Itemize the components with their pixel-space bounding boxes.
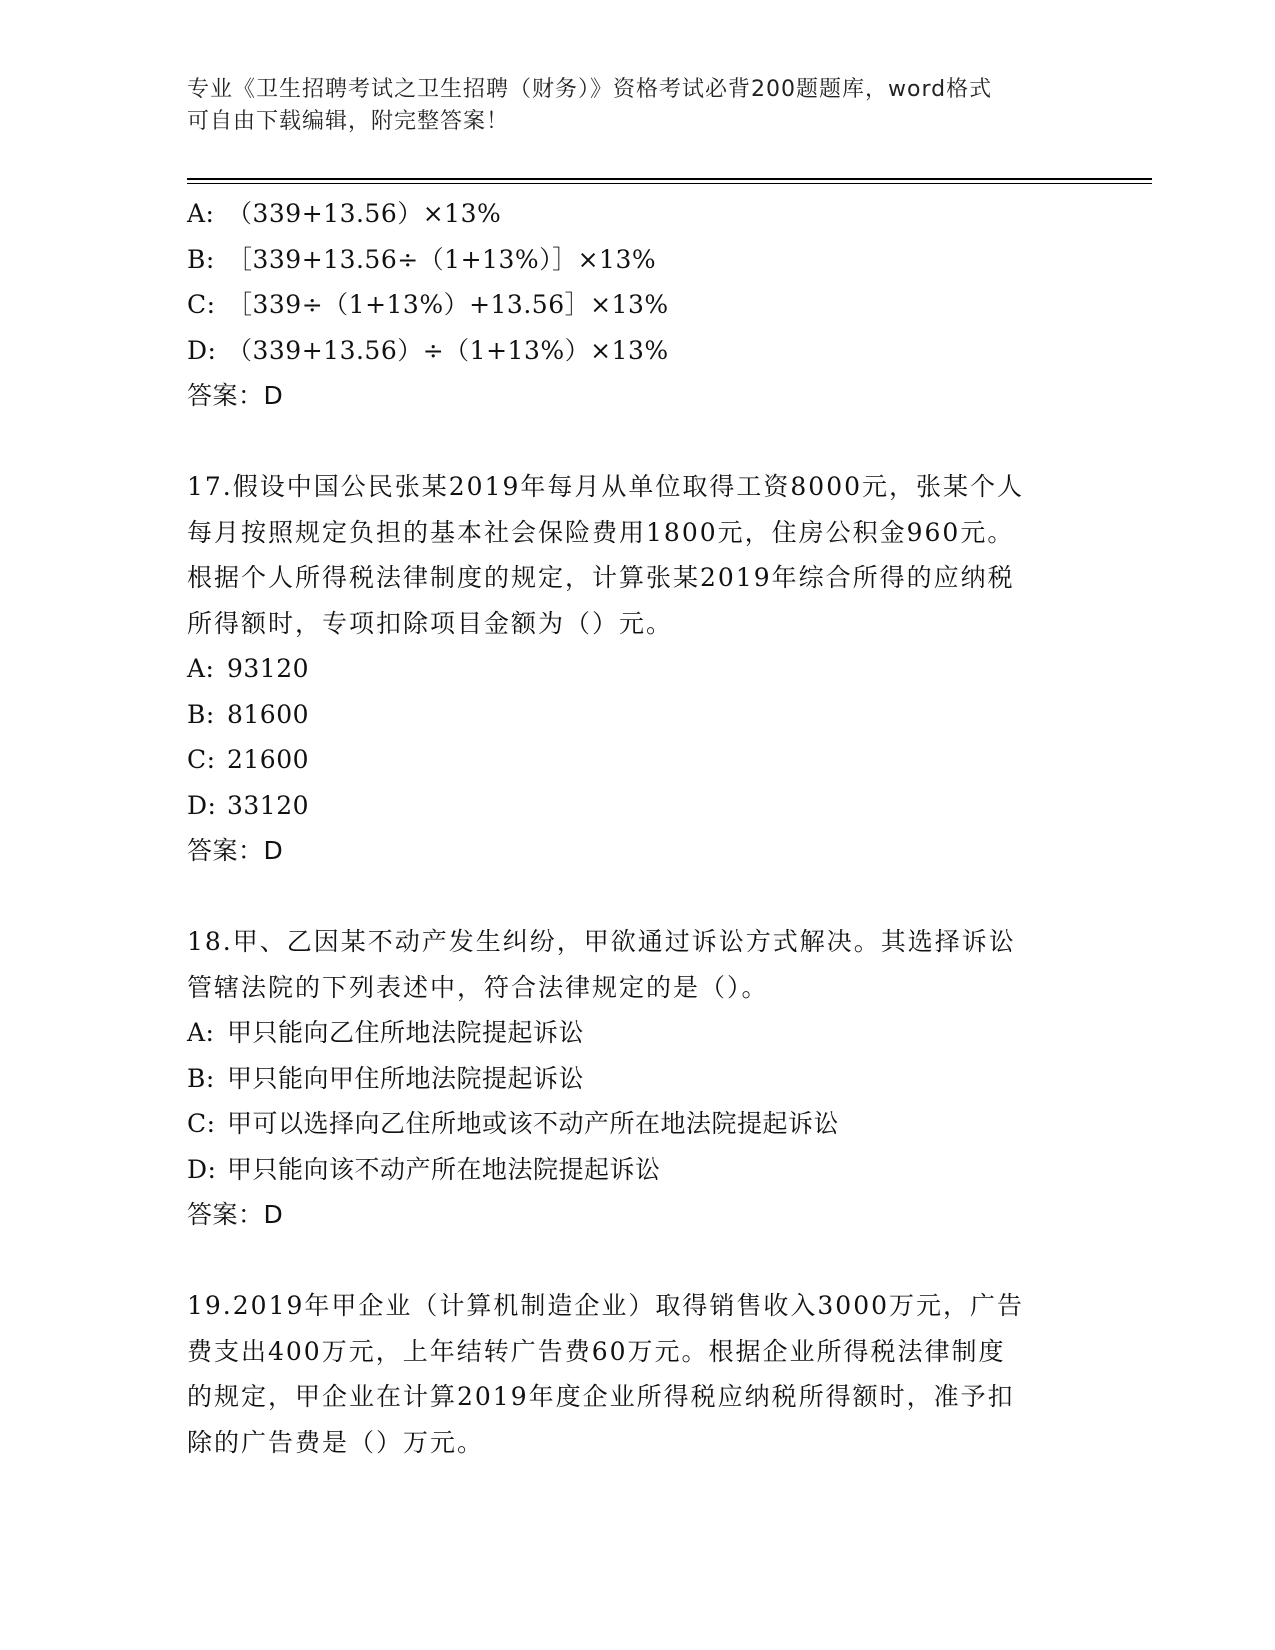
option-c: C: 甲可以选择向乙住所地或该不动产所在地法院提起诉讼 <box>187 1109 840 1138</box>
option-a: A: 93120 <box>187 654 310 683</box>
answer: 答案：D <box>187 836 284 865</box>
option-b: B: 甲只能向甲住所地法院提起诉讼 <box>187 1063 585 1093</box>
option-c: C: 21600 <box>187 745 310 774</box>
question-stem-line: 19.2019年甲企业（计算机制造企业）取得销售收入3000万元，广告 <box>187 1291 1025 1320</box>
option-d: D: （339+13.56）÷（1+13%）×13% <box>187 335 669 365</box>
question-stem-line: 所得额时，专项扣除项目金额为（）元。 <box>187 608 674 638</box>
question-stem-line: 除的广告费是（）万元。 <box>187 1427 485 1457</box>
option-d: D: 甲只能向该不动产所在地法院提起诉讼 <box>187 1154 661 1184</box>
question-stem-line: 17.假设中国公民张某2019年每月从单位取得工资8000元，张某个人 <box>187 472 1025 501</box>
question-stem-line: 18.甲、乙因某不动产发生纠纷，甲欲通过诉讼方式解决。其选择诉讼 <box>187 927 1016 956</box>
document-body <box>187 191 1087 1465</box>
header-line-1: 专业《卫生招聘考试之卫生招聘（财务）》资格考试必背200题题库，word格式 <box>187 77 993 102</box>
answer: 答案：D <box>187 381 284 410</box>
option-a: A: 甲只能向乙住所地法院提起诉讼 <box>187 1018 585 1047</box>
option-c: C: ［339÷（1+13%）+13.56］×13% <box>187 290 669 319</box>
header-line-2: 可自由下载编辑，附完整答案！ <box>187 109 510 134</box>
page-header <box>187 74 1067 138</box>
option-a: A: （339+13.56）×13% <box>187 199 502 228</box>
question-stem-line: 的规定，甲企业在计算2019年度企业所得税应纳税所得额时，准予扣 <box>187 1382 1015 1411</box>
question-17 <box>187 464 1087 874</box>
option-b: B: ［339+13.56÷（1+13%）］×13% <box>187 244 657 274</box>
question-stem-line: 费支出400万元，上年结转广告费60万元。根据企业所得税法律制度 <box>187 1336 1006 1366</box>
header-rule-thick <box>187 178 1152 180</box>
option-b: B: 81600 <box>187 699 310 729</box>
question-19 <box>187 1283 1087 1465</box>
question-stem-line: 根据个人所得税法律制度的规定，计算张某2019年综合所得的应纳税 <box>187 563 1015 592</box>
question-18 <box>187 919 1087 1238</box>
option-d: D: 33120 <box>187 790 310 820</box>
question-stem-line: 每月按照规定负担的基本社会保险费用1800元，住房公积金960元。 <box>187 517 1015 547</box>
answer: 答案：D <box>187 1200 284 1229</box>
question-16 <box>187 191 1087 419</box>
header-rule-thin <box>187 183 1152 184</box>
question-stem-line: 管辖法院的下列表述中，符合法律规定的是（）。 <box>187 972 769 1002</box>
